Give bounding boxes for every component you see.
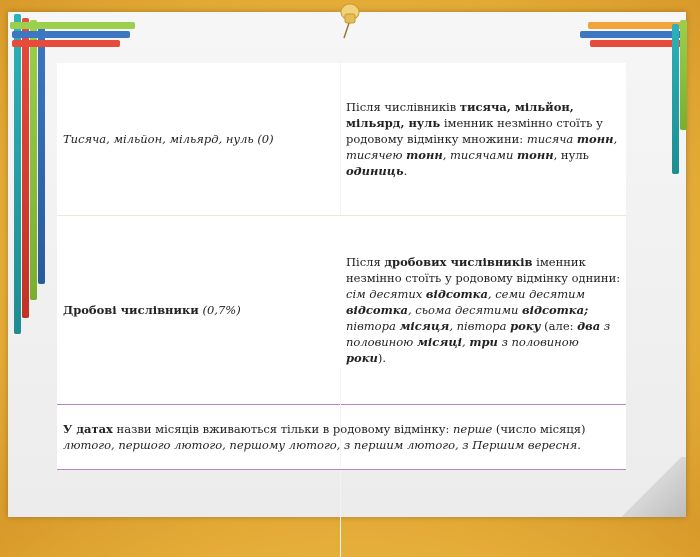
- cell-text: Після дробових числівників іменник незмінно стоїть у родовому відмінку однини: сім десятих відсотка, семи десятим відсотка, сьома десятими відсотка; півтора місяця, півтора року (але: два з половиною місяці, три з половиною роки).: [346, 255, 621, 365]
- table-row-footer: [57, 405, 626, 470]
- pencil-icon: [12, 31, 130, 38]
- table-row: [57, 63, 626, 216]
- pencil-icon: [680, 20, 687, 130]
- table-cell-dates: [57, 405, 626, 469]
- page-curl: [616, 457, 686, 517]
- pencil-icon: [672, 24, 679, 174]
- cell-text: Після числівників тисяча, мільйон, мільярд, нуль іменник незмінно стоїть у родовому відмінку множини: тисяча тонн, тисячею тонн, тисячами тонн, нуль одиниць.: [346, 100, 618, 178]
- table-cell-term: [57, 63, 340, 215]
- pencil-icon: [38, 22, 45, 284]
- pencil-icon: [10, 22, 135, 29]
- table-cell-rule: [341, 63, 626, 215]
- pencil-icon: [22, 18, 29, 318]
- pencil-icon: [30, 20, 37, 300]
- cell-text: У датах назви місяців вживаються тільки в родовому відмінку: перше (число місяця) лютого, першого лютого, першому лютого, з першим лютого, з Першим вересня.: [63, 422, 586, 452]
- cell-text: Дробові числівники (0,7%): [63, 303, 241, 317]
- content-table: [57, 63, 626, 469]
- pencil-icon: [590, 40, 684, 47]
- pushpin-icon: [336, 0, 362, 42]
- cell-text: Тисяча, мільйон, мільярд, нуль (0): [63, 132, 274, 146]
- pencil-icon: [588, 22, 684, 29]
- pencil-icon: [580, 31, 684, 38]
- pencil-icon: [14, 14, 21, 334]
- pencil-icon: [12, 40, 120, 47]
- table-row: [57, 216, 626, 405]
- table-cell-term: [57, 216, 340, 404]
- table-cell-rule: [341, 216, 626, 404]
